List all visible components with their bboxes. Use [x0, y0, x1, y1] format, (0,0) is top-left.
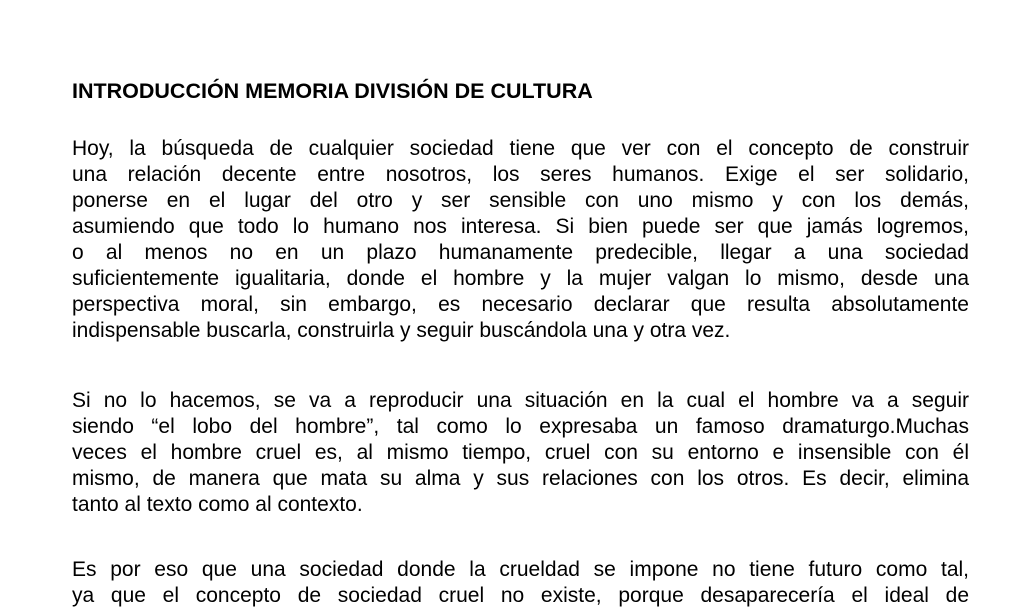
text-line: siendo “el lobo del hombre”, tal como lo expresaba un famoso dramaturgo.Muchas	[72, 415, 969, 438]
paragraph-1	[72, 136, 969, 344]
paragraph-3	[72, 557, 969, 609]
text-line: suficientemente igualitaria, donde el hombre y la mujer valgan lo mismo, desde una	[72, 267, 969, 290]
text-line: Si no lo hacemos, se va a reproducir una situación en la cual el hombre va a seguir	[72, 389, 969, 412]
text-line: una relación decente entre nosotros, los seres humanos. Exige el ser solidario,	[72, 163, 969, 186]
paragraph-2	[72, 388, 969, 518]
document-title: INTRODUCCIÓN MEMORIA DIVISIÓN DE CULTURA	[72, 79, 593, 103]
text-line: ponerse en el lugar del otro y ser sensible con uno mismo y con los demás,	[72, 189, 969, 212]
text-line: mismo, de manera que mata su alma y sus relaciones con los otros. Es decir, elimina	[72, 467, 969, 490]
text-line: asumiendo que todo lo humano nos interesa. Si bien puede ser que jamás logremos,	[72, 215, 969, 238]
text-line: Hoy, la búsqueda de cualquier sociedad tiene que ver con el concepto de construir	[72, 137, 969, 160]
text-line: Es por eso que una sociedad donde la crueldad se impone no tiene futuro como tal,	[72, 558, 969, 581]
text-line: ya que el concepto de sociedad cruel no existe, porque desaparecería el ideal de	[72, 584, 969, 607]
text-line: tanto al texto como al contexto.	[72, 493, 363, 516]
text-line: veces el hombre cruel es, al mismo tiempo, cruel con su entorno e insensible con él	[72, 441, 969, 464]
text-line: perspectiva moral, sin embargo, es necesario declarar que resulta absolutamente	[72, 293, 969, 316]
text-line: o al menos no en un plazo humanamente predecible, llegar a una sociedad	[72, 241, 969, 264]
text-line: indispensable buscarla, construirla y seguir buscándola una y otra vez.	[72, 319, 731, 342]
